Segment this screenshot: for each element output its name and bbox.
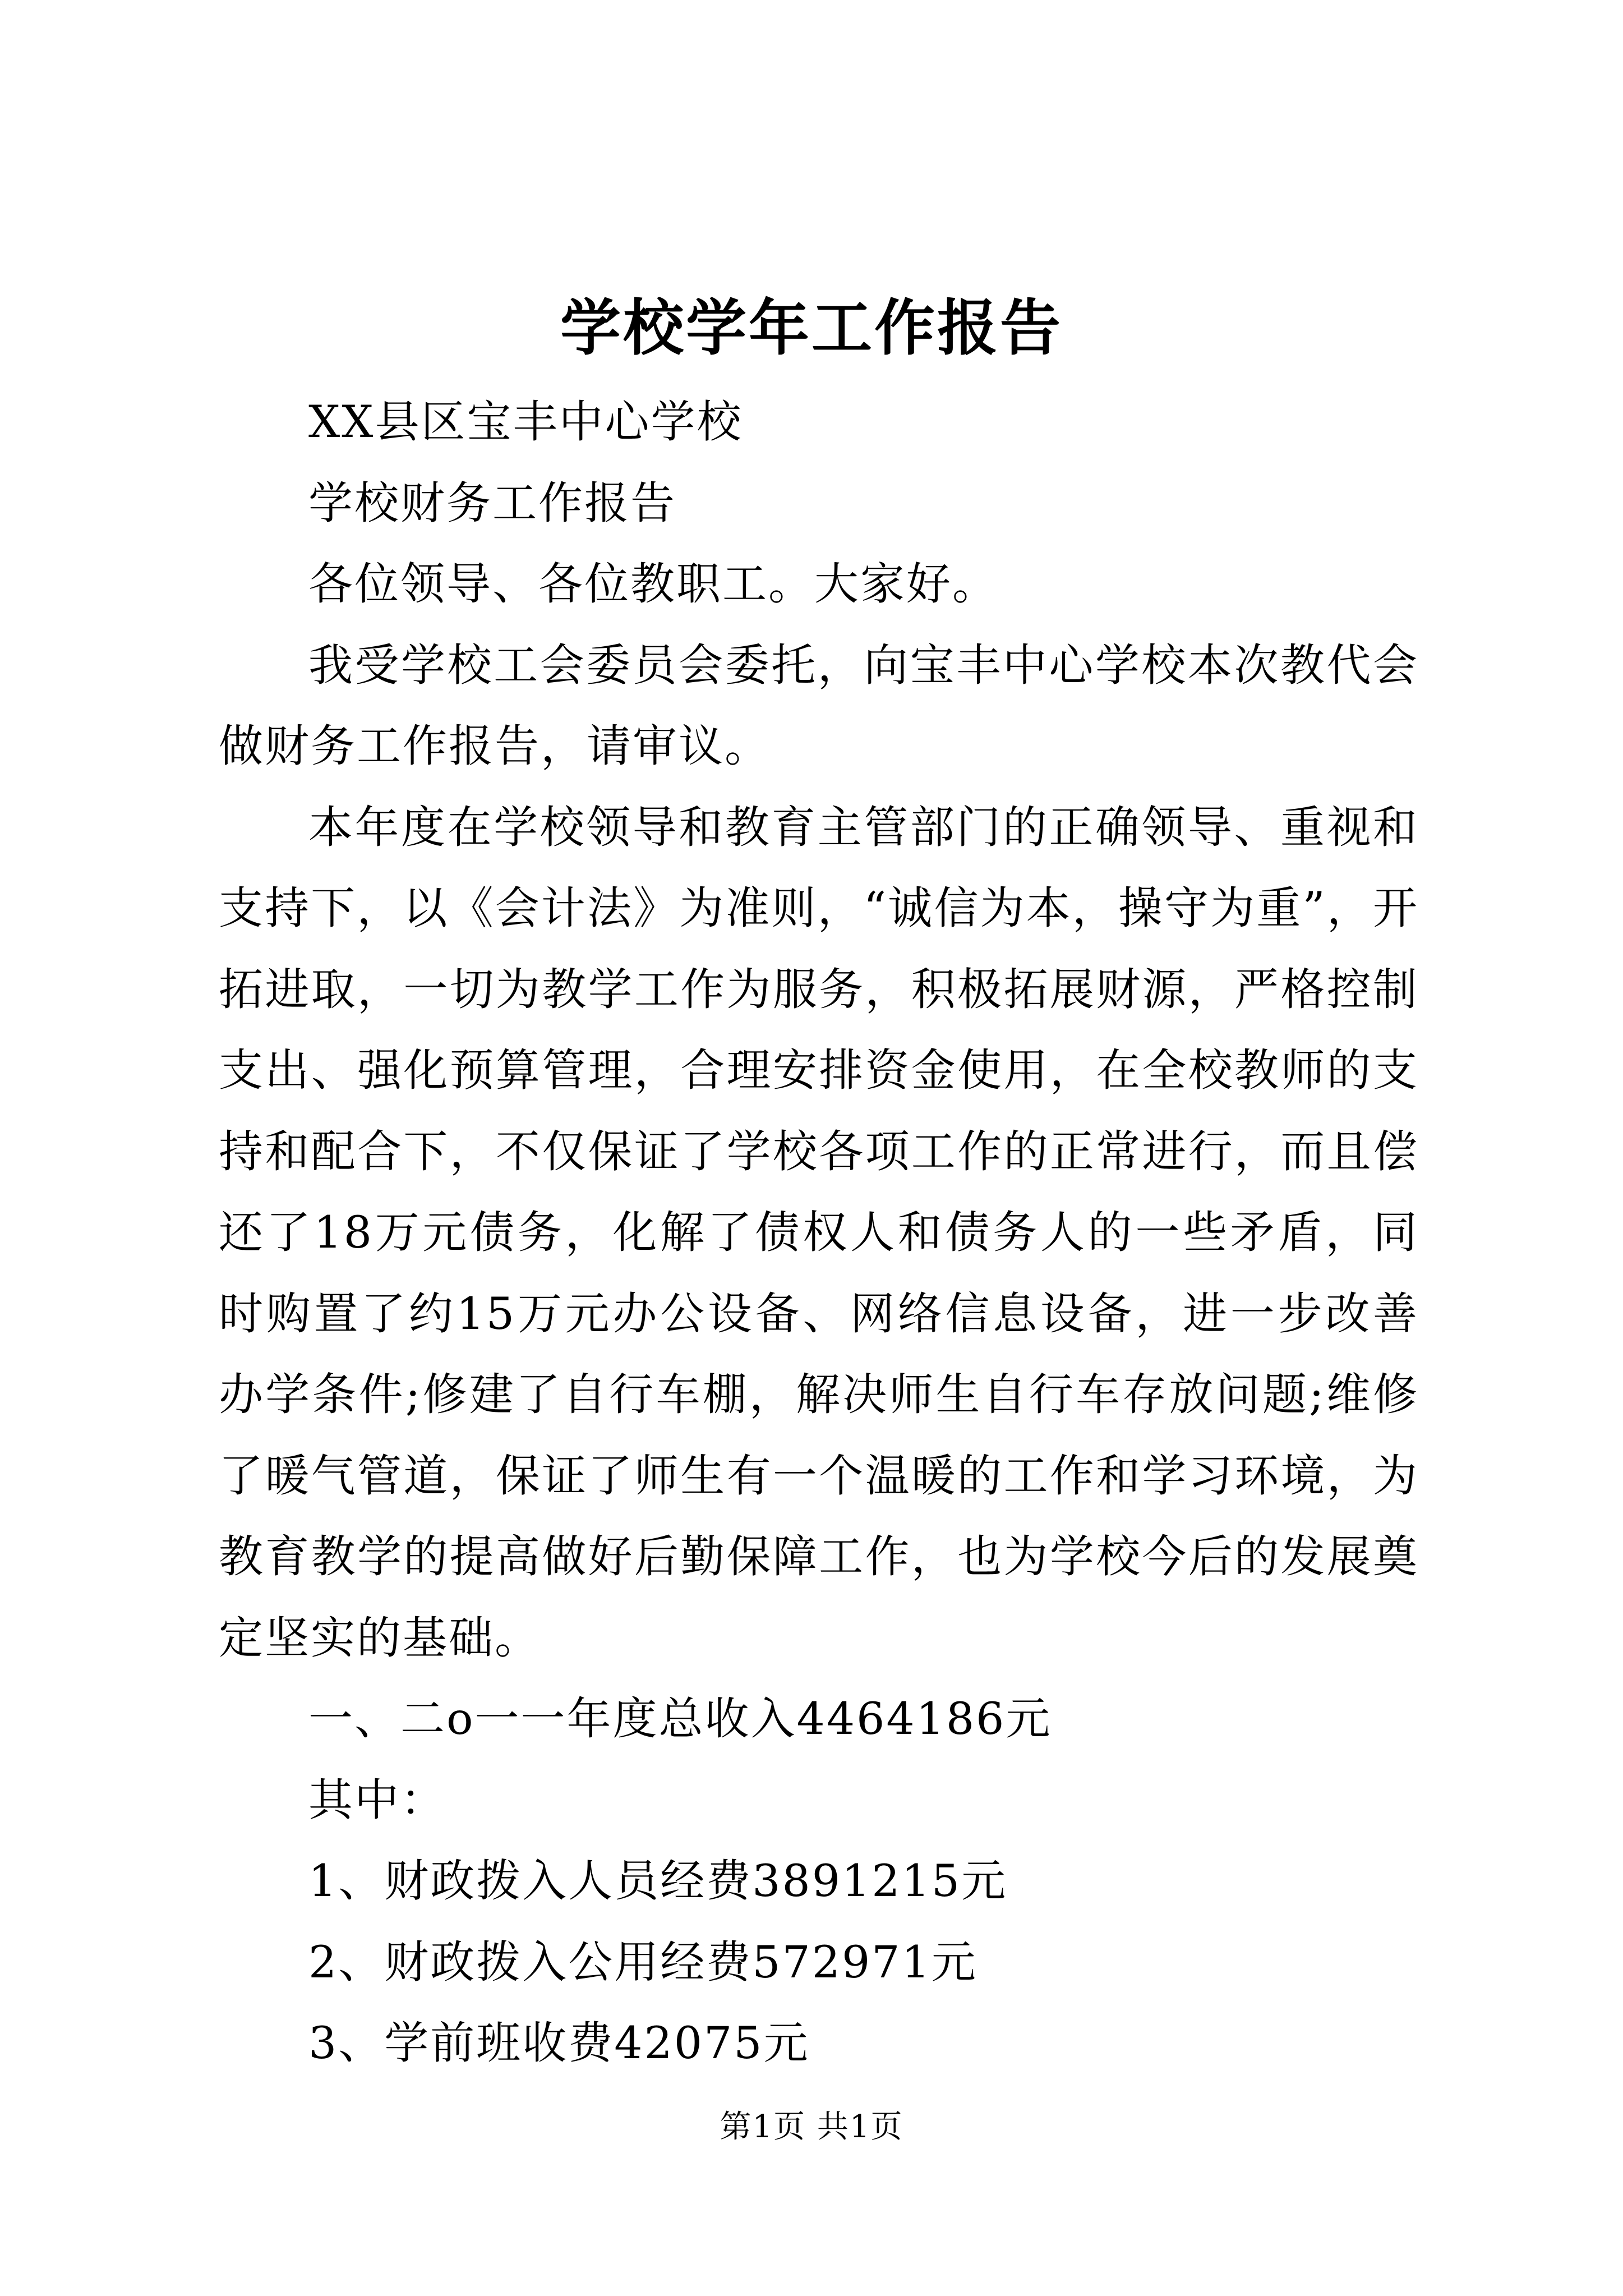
intro-paragraph: 我受学校工会委员会委托，向宝丰中心学校本次教代会做财务工作报告，请审议。: [219, 639, 1419, 772]
greeting-line: 各位领导、各位教职工。大家好。: [308, 558, 998, 610]
income-item: 3、学前班收费42075元: [308, 2017, 810, 2069]
income-heading: 一、二o一一年度总收入4464186元: [308, 1693, 1052, 1745]
report-subtitle: 学校财务工作报告: [308, 477, 676, 529]
document-body: [219, 381, 1419, 2084]
income-item: 2、财政拨入公用经费572971元: [308, 1936, 978, 1988]
document-title: 学校学年工作报告: [560, 293, 1063, 364]
among-label: 其中：: [308, 1774, 446, 1826]
school-name: XX县区宝丰中心学校: [308, 396, 743, 448]
main-paragraph: 本年度在学校领导和教育主管部门的正确领导、重视和支持下，以《会计法》为准则，“诚信为本，操守为重”，开拓进取，一切为教学工作为服务，积极拓展财源，严格控制支出、强化预算管理，合理安排资金使用，在全校教师的支持和配合下，不仅保证了学校各项工作的正常进行，而且偿还了18万元债务，化解了债权人和债务人的一些矛盾，同时购置了约15万元办公设备、网络信息设备，进一步改善办学条件;修建了自行车棚，解决师生自行车存放问题;维修了暖气管道，保证了师生有一个温暖的工作和学习环境，为教育教学的提高做好后勤保障工作，也为学校今后的发展奠定坚实的基础。: [219, 801, 1419, 1664]
income-item: 1、财政拨入人员经费3891215元: [308, 1855, 1008, 1907]
page-number-footer: 第1页 共1页: [720, 2109, 903, 2145]
